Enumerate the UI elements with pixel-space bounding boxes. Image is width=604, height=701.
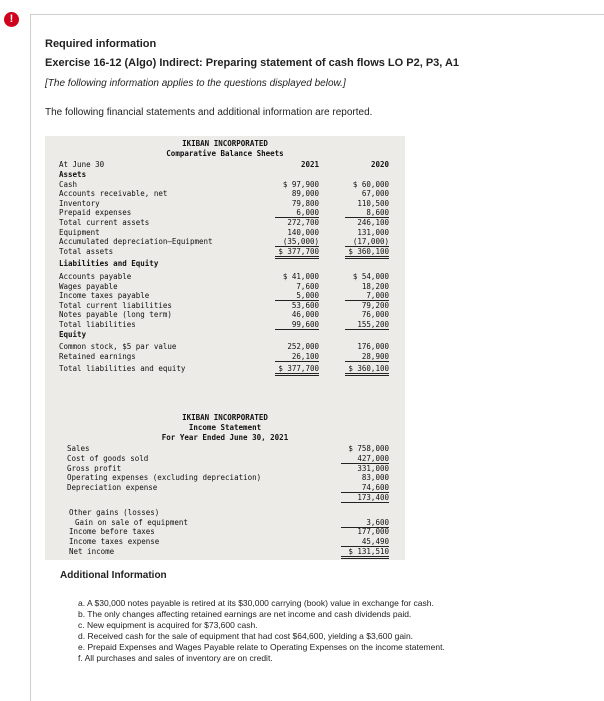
is-row-label: Other gains (losses) [69,507,160,517]
bs-value-2021: 140,000 [287,227,319,237]
bs-row-label: Total current liabilities [59,300,172,310]
bs-value-2021: $ 377,700 [275,247,319,259]
bs-value-2020: 18,200 [361,281,389,291]
bs-row-label: Inventory [59,198,100,208]
bs-row-label: Cash [59,179,78,189]
bs-value-2020: $ 360,100 [345,364,389,376]
bs-value-2020: 246,100 [357,218,389,227]
reported-text: The following financial statements and additional information are reported. [45,107,373,118]
bs-row-label: Liabilities and Equity [59,259,159,269]
additional-info-item: f. All purchases and sales of inventory are on credit. [78,653,273,663]
required-heading: Required information [45,38,157,50]
bs-value-2021: 5,000 [275,291,319,301]
is-row-value: 177,000 [357,527,389,537]
bs-value-2021: 252,000 [287,342,319,352]
is-title: Income Statement [188,423,262,432]
bs-row-label: Equipment [59,227,100,237]
bs-row-label: Income taxes payable [59,291,150,301]
additional-info-item: c. New equipment is acquired for $73,600 cash. [78,620,258,630]
is-period: For Year Ended June 30, 2021 [161,433,289,442]
bs-value-2020: 155,200 [345,320,389,330]
is-row-label: Cost of goods sold [67,453,149,463]
alert-icon[interactable]: ! [4,12,19,27]
financial-statements-image [45,136,405,560]
bs-col-2020: 2020 [370,160,389,169]
bs-value-2021: 7,600 [296,281,319,291]
bs-col-2021: 2021 [300,160,319,169]
bs-row-label: Accumulated depreciation—Equipment [59,237,213,247]
is-row-label: Gross profit [67,463,122,473]
bs-value-2020: (17,000) [345,237,389,247]
is-row-label: Gain on sale of equipment [75,517,188,527]
bs-value-2020: 7,000 [345,291,389,301]
is-row-label: Net income [69,547,115,556]
bs-value-2021: 46,000 [291,310,319,320]
bs-value-2021: (35,000) [275,237,319,247]
bs-row-label: Prepaid expenses [59,208,132,218]
bs-value-2020: 28,900 [345,352,389,362]
bs-row-label: Notes payable (long term) [59,310,172,320]
exercise-title: Exercise 16-12 (Algo) Indirect: Preparing statement of cash flows LO P2, P3, A1 [45,57,460,69]
bs-row-label: Accounts payable [59,272,132,281]
bs-value-2020: 8,600 [345,208,389,218]
bs-value-2020: $ 54,000 [352,272,389,281]
bs-value-2020: $ 60,000 [352,179,389,189]
bs-value-2021: $ 97,900 [282,179,319,189]
bs-value-2020: $ 360,100 [345,247,389,259]
bs-value-2021: $ 377,700 [275,364,319,376]
is-row-value: 45,490 [341,537,389,547]
bs-title: Comparative Balance Sheets [166,149,284,158]
is-row-label: Income before taxes [69,527,155,537]
bs-value-2021: 99,600 [275,320,319,330]
bs-value-2020: 110,500 [357,198,389,208]
bs-value-2020: 67,000 [361,189,389,199]
bs-row-label: Total liabilities [59,320,136,329]
bs-company: IKIBAN INCORPORATED [182,139,268,148]
bs-value-2021: $ 41,000 [282,272,319,281]
bs-row-label: Common stock, $5 par value [59,342,177,352]
bs-value-2021: 79,800 [291,198,319,208]
is-row-value: 427,000 [341,454,389,464]
additional-info-item: b. The only changes affecting retained earnings are net income and cash dividends paid. [78,609,412,619]
applies-note: [The following information applies to the questions displayed below.] [45,78,346,89]
is-row-value: 331,000 [357,463,389,473]
bs-value-2021: 26,100 [275,352,319,362]
bs-row-label: Total current assets [59,218,150,227]
bs-value-2020: 131,000 [357,227,389,237]
bs-row-label: Accounts receivable, net [59,189,168,199]
is-row-label: Sales [67,444,90,453]
additional-info-item: d. Received cash for the sale of equipment that had cost $64,600, yielding a $3,600 gain. [78,631,414,641]
bs-row-label: Total liabilities and equity [59,364,186,374]
is-row-label: Income taxes expense [69,537,160,547]
is-row-value: 173,400 [341,493,389,503]
additional-info-heading: Additional Information [60,570,167,581]
bs-value-2021: 272,700 [287,218,319,227]
is-row-value: $ 758,000 [348,444,389,453]
bs-row-label: Retained earnings [59,351,136,361]
is-row-label: Operating expenses (excluding depreciation) [67,473,262,483]
is-row-value: 83,000 [361,473,389,483]
bs-value-2020: 176,000 [357,342,389,352]
bs-row-label: Wages payable [59,281,118,291]
additional-info-item: e. Prepaid Expenses and Wages Payable relate to Operating Expenses on the income statement. [78,642,445,652]
bs-value-2020: 79,200 [361,300,389,310]
bs-row-label: Assets [59,170,87,179]
is-row-label: Depreciation expense [67,483,158,493]
bs-value-2021: 6,000 [275,208,319,218]
additional-info-item: a. A $30,000 notes payable is retired at its $30,000 carrying (book) value in exchange for cash. [78,598,434,608]
bs-row-label: Equity [59,329,87,339]
additional-info-list [78,598,445,664]
bs-value-2020: 76,000 [361,310,389,320]
bs-value-2021: 89,000 [291,189,319,199]
bs-at-label: At June 30 [59,160,105,169]
is-company: IKIBAN INCORPORATED [182,413,268,422]
is-row-value: $ 131,510 [341,547,389,559]
is-row-value: 3,600 [341,518,389,528]
is-row-value: 74,600 [341,483,389,493]
bs-row-label: Total assets [59,246,114,256]
bs-value-2021: 53,600 [291,300,319,310]
